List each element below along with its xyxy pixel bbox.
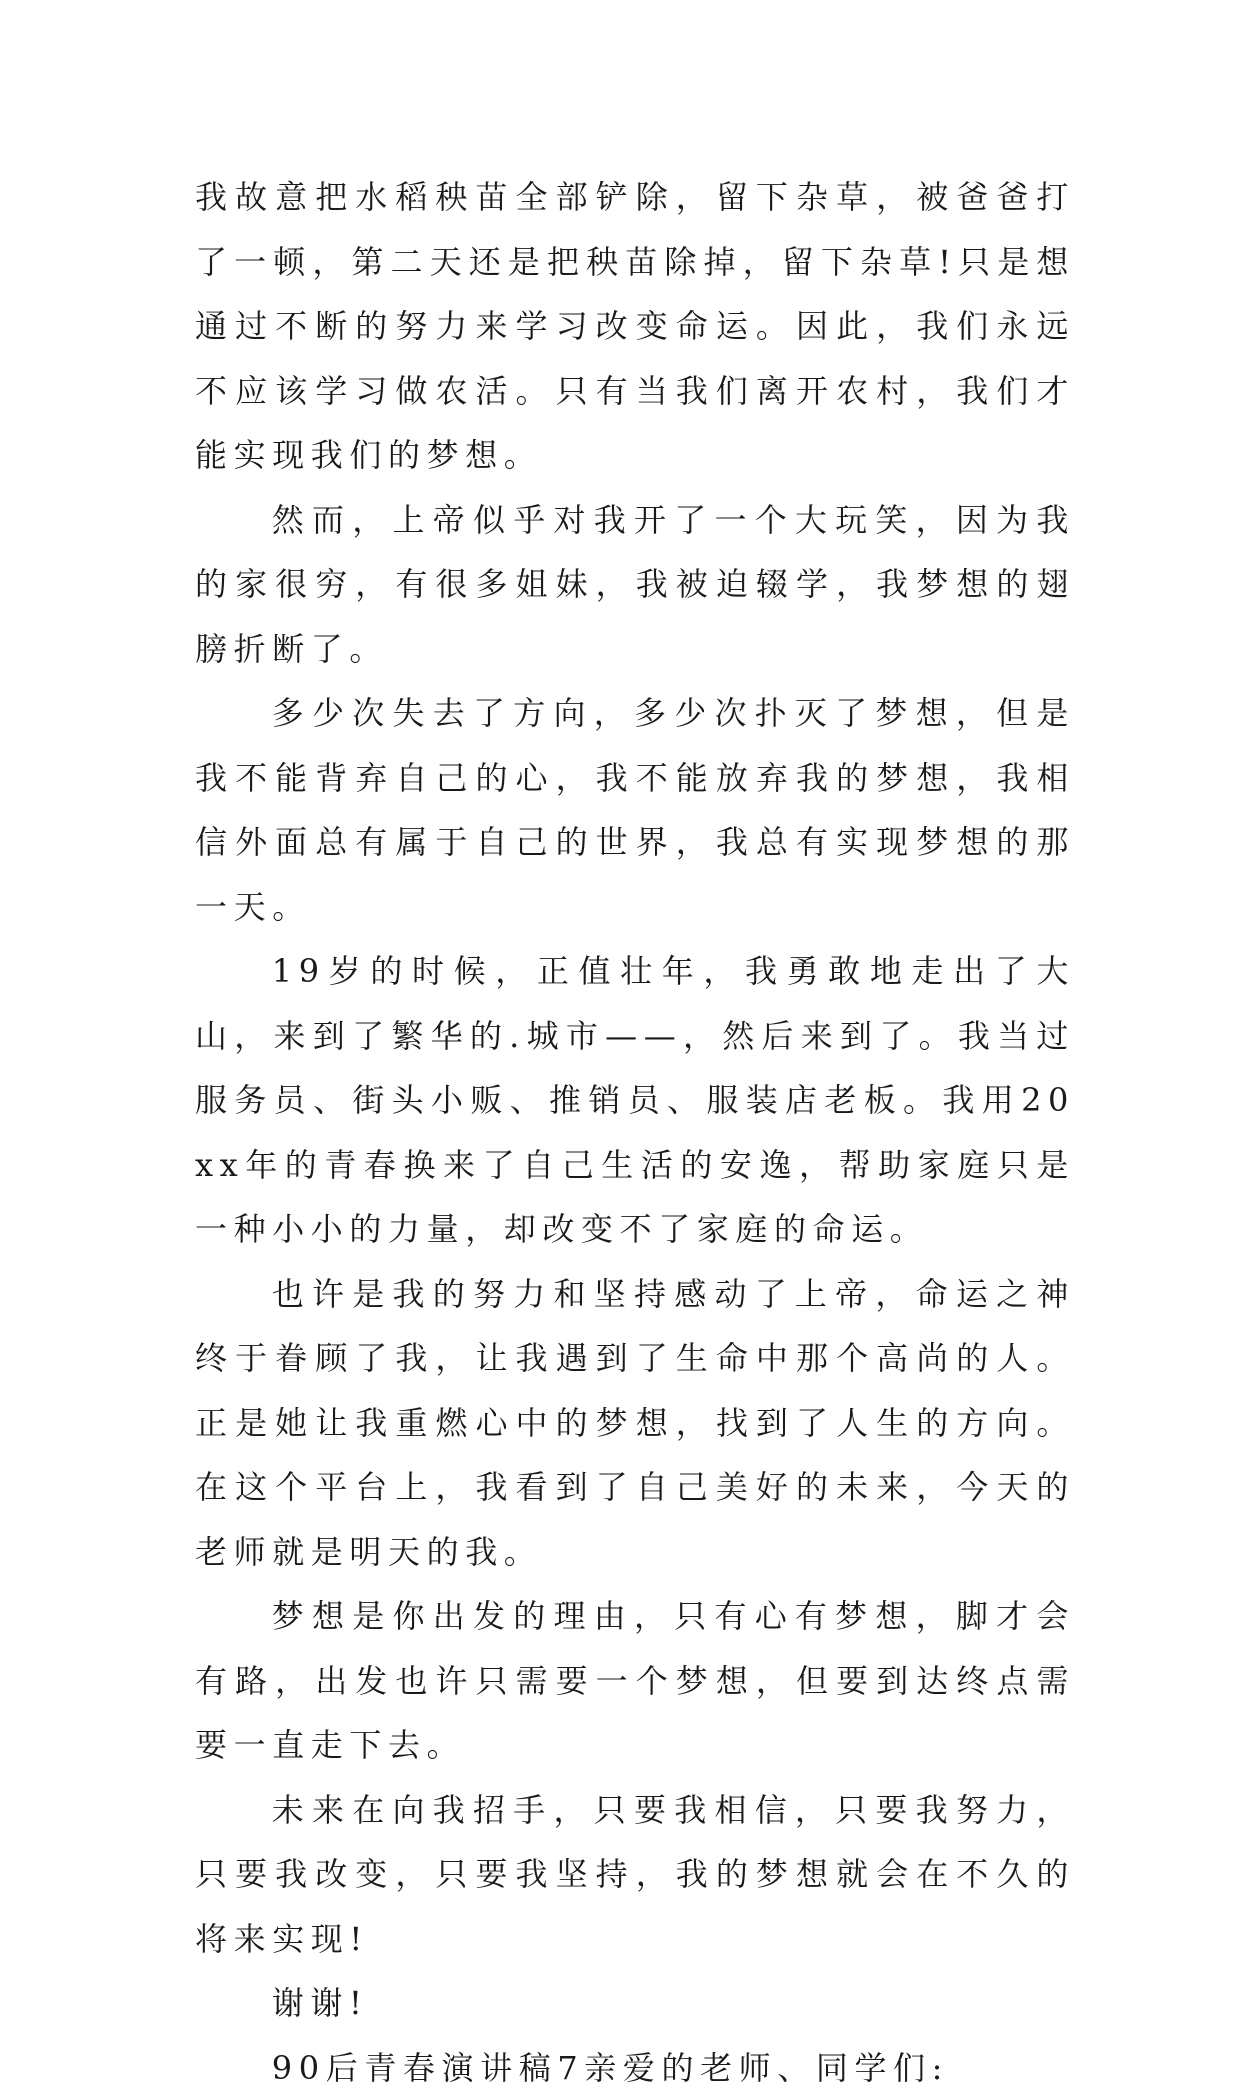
paragraph-3: 多少次失去了方向，多少次扑灭了梦想，但是我不能背弃自己的心，我不能放弃我的梦想，我相信外面总有属于自己的世界，我总有实现梦想的那一天。 — [195, 681, 1075, 939]
paragraph-6: 梦想是你出发的理由，只有心有梦想，脚才会有路，出发也许只需要一个梦想，但要到达终点需要一直走下去。 — [195, 1584, 1075, 1778]
paragraph-1: 我故意把水稻秧苗全部铲除，留下杂草，被爸爸打了一顿，第二天还是把秧苗除掉，留下杂草!只是想通过不断的努力来学习改变命运。因此，我们永远不应该学习做农活。只有当我们离开农村，我们才能实现我们的梦想。 — [195, 165, 1075, 488]
paragraph-4: 19岁的时候，正值壮年，我勇敢地走出了大山，来到了繁华的.城市——，然后来到了。我当过服务员、街头小贩、推销员、服装店老板。我用20xx年的青春换来了自己生活的安逸，帮助家庭只是一种小小的力量，却改变不了家庭的命运。 — [195, 939, 1075, 1262]
next-speech-heading: 90后青春演讲稿7亲爱的老师、同学们: — [195, 2036, 1075, 2100]
paragraph-5: 也许是我的努力和坚持感动了上帝，命运之神终于眷顾了我，让我遇到了生命中那个高尚的人。正是她让我重燃心中的梦想，找到了人生的方向。在这个平台上，我看到了自己美好的未来，今天的老师就是明天的我。 — [195, 1262, 1075, 1585]
closing-thanks: 谢谢! — [195, 1971, 1075, 2036]
paragraph-7: 未来在向我招手，只要我相信，只要我努力，只要我改变，只要我坚持，我的梦想就会在不久的将来实现! — [195, 1778, 1075, 1972]
paragraph-2: 然而，上帝似乎对我开了一个大玩笑，因为我的家很穷，有很多姐妹，我被迫辍学，我梦想的翅膀折断了。 — [195, 488, 1075, 682]
document-body — [195, 165, 1075, 2100]
